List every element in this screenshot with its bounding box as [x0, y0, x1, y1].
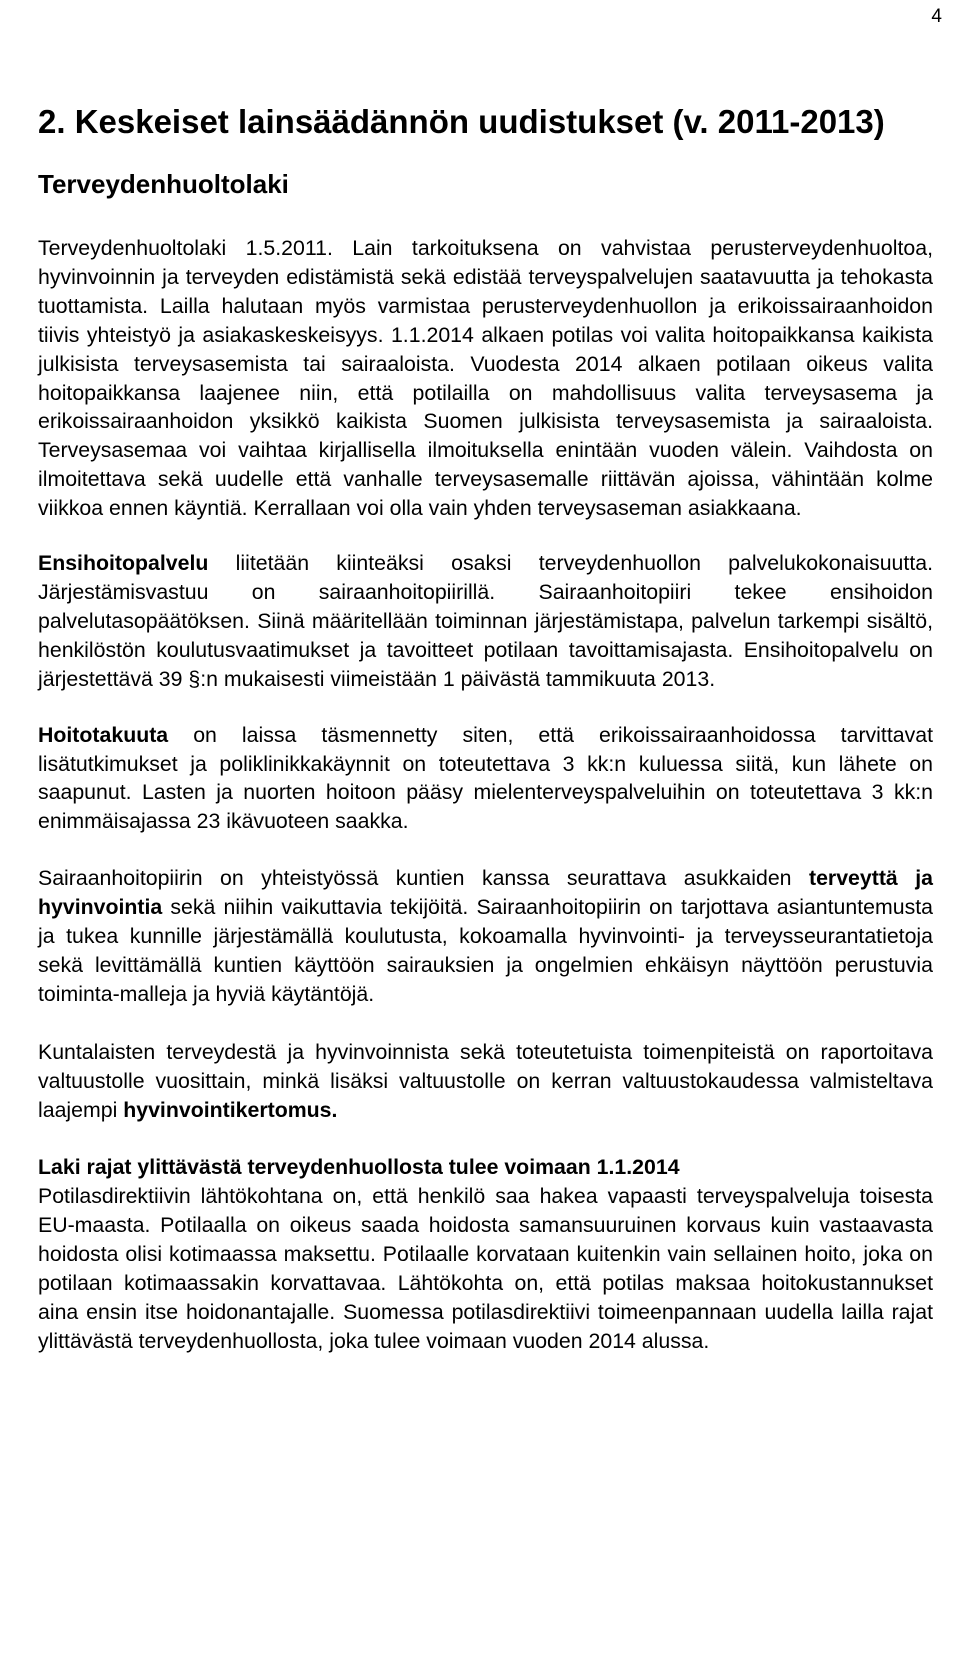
paragraph-text: sekä niihin vaikuttavia tekijöitä. Sairaanhoitopiirin on tarjottava asiantuntemusta ja tukea kunnille järjestämällä koulutusta, kokoamalla hyvinvointi- ja terveysseurantatietoja sekä levittämällä kuntien käyttöön sairauksien ja ongelmien ehkäisyn näyttöön perustuvia toiminta-malleja ja hyviä käytäntöjä. — [38, 895, 933, 1006]
term-hoitotakuuta: Hoitotakuuta — [38, 722, 169, 747]
paragraph-terveydenhuoltolaki: Terveydenhuoltolaki 1.5.2011. Lain tarkoituksena on vahvistaa perusterveydenhuoltoa, hyvinvoinnin ja terveyden edistämistä sekä edistää terveyspalvelujen saatavuutta ja tehokasta tuottamista. Lailla halutaan myös varmistaa perusterveydenhuollon ja erikoissairaanhoidon tiivis yhteistyö ja asiakaskeskeisyys. 1.1.2014 alkaen potilas voi valita hoitopaikkansa kaikista julkisista terveysasemista tai sairaaloista. Vuodesta 2014 alkaen potilaan oikeus valita hoitopaikkansa laajenee niin, että potilailla on mahdollisuus valita terveysasema ja erikoissairaanhoidon yksikkö kaikista Suomen julkisista terveysasemista ja sairaaloista. Terveysasemaa voi vaihtaa kirjallisella ilmoituksella enintään vuoden välein. Vaihdosta on ilmoitettava sekä uudelle että vanhalle terveysasemalle riittävän ajoissa, vähintään kolme viikkoa ennen käyntiä. Kerrallaan voi olla vain yhden terveysaseman asiakkaana. — [38, 236, 933, 521]
paragraph-rajat-ylittava — [38, 1153, 933, 1355]
term-hyvinvointikertomus: hyvinvointikertomus. — [123, 1097, 338, 1122]
paragraph-terveys-hyvinvointi — [38, 864, 933, 1009]
paragraph-text: Sairaanhoitopiirin on yhteistyössä kuntien kanssa seurattava asukkaiden — [38, 866, 809, 891]
term-terveytta-ja-hyvinvointia: terveyttä ja hyvinvointia — [38, 866, 933, 920]
subsection-heading: Terveydenhuoltolaki — [38, 169, 289, 199]
paragraph-hoitotakuu — [38, 721, 933, 837]
paragraph-text: liitetään kiinteäksi osaksi terveydenhuollon palvelukokonaisuutta. Järjestämisvastuu on sairaanhoitopiirillä. Sairaanhoitopiiri tekee ensihoidon palvelutasopäätöksen. Siinä määritellään toiminnan järjestämistapa, palvelun tarkempi sisältö, henkilöstön koulutusvaatimukset ja tavoitteet potilaan tavoittamisajasta. Ensihoitopalvelu on järjestettävä 39 §:n mukaisesti viimeistään 1 päivästä tammikuuta 2013. — [38, 551, 933, 691]
document-body — [38, 98, 933, 1356]
paragraph-hyvinvointikertomus — [38, 1038, 933, 1125]
paragraph-text: on laissa täsmennetty siten, että erikoissairaanhoidossa tarvittavat lisätutkimukset ja poliklinikkakäynnit on toteutettava 3 kk:n kuluessa siitä, kun lähete on saapunut. Lasten ja nuorten hoitoon pääsy mielenterveyspalveluihin on toteutettava 3 kk:n enimmäisajassa 23 ikävuoteen saakka. — [38, 722, 933, 834]
term-ensihoitopalvelu: Ensihoitopalvelu — [38, 551, 209, 576]
paragraph-ensihoitopalvelu — [38, 549, 933, 694]
paragraph-text: Potilasdirektiivin lähtökohtana on, että henkilö saa hakea vapaasti terveyspalveluja toisesta EU-maasta. Potilaalla on oikeus saada hoidosta samansuuruinen korvaus kuin vastaavasta hoidosta olisi kotimaassa maksettu. Potilaalle korvataan kuitenkin vain sellainen hoito, joka on potilaan kotimaassakin korvattavaa. Lähtökohta on, että potilas maksaa hoitokustannukset aina ensin itse hoidonantajalle. Suomessa potilasdirektiivi toimeenpannaan uudella lailla rajat ylittävästä terveydenhuollosta, joka tulee voimaan vuoden 2014 alussa. — [38, 1184, 933, 1353]
section-heading: 2. Keskeiset lainsäädännön uudistukset (v. 2011-2013) — [38, 103, 885, 140]
page-number: 4 — [931, 6, 942, 27]
paragraph-heading-rajat-ylittava: Laki rajat ylittävästä terveydenhuollosta tulee voimaan 1.1.2014 — [38, 1155, 680, 1180]
paragraph-text: Kuntalaisten terveydestä ja hyvinvoinnista sekä toteutetuista toimenpiteistä on raportoitava valtuustolle vuosittain, minkä lisäksi valtuustolle on kerran valtuustokaudessa valmisteltava laajempi — [38, 1039, 933, 1122]
